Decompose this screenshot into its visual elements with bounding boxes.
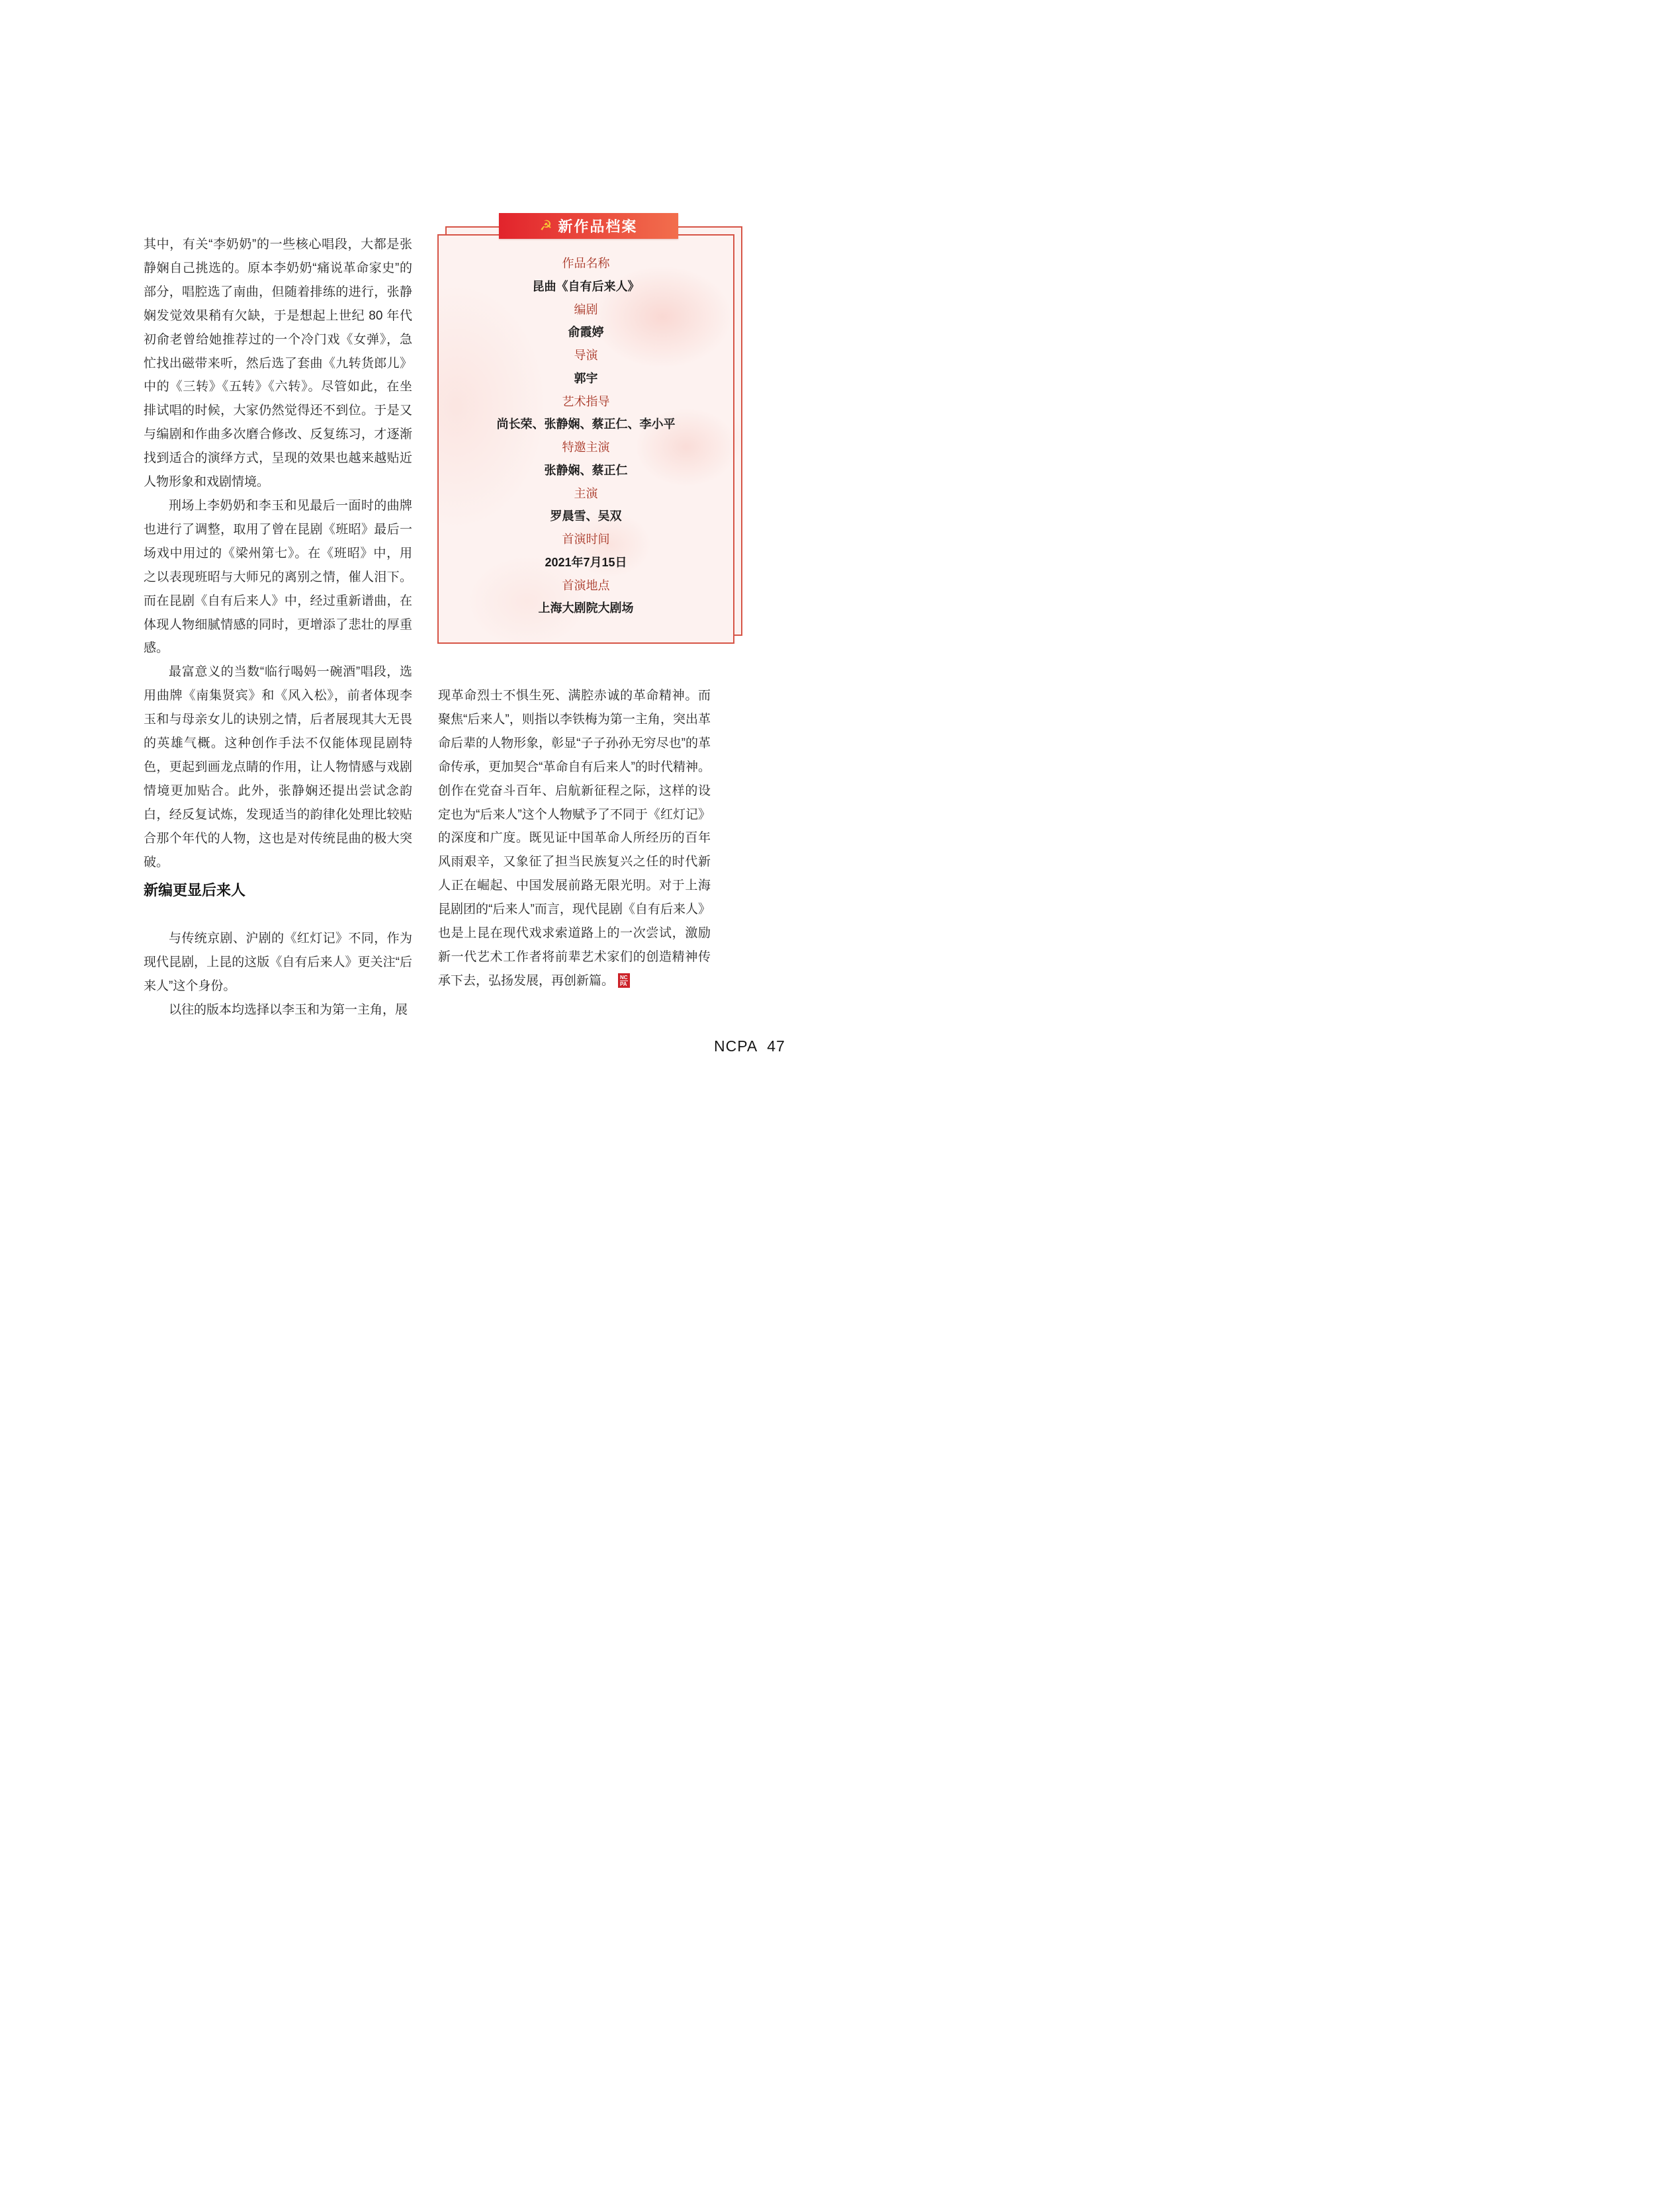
body-paragraph: 以往的版本均选择以李玉和为第一主角，展 — [169, 1003, 408, 1018]
archive-box-row: 主演 — [574, 486, 598, 500]
archive-box-row: 艺术指导 — [562, 394, 610, 408]
left-column — [144, 233, 412, 1022]
archive-box-row: 上海大剧院大剧场 — [538, 601, 634, 615]
body-paragraph — [438, 684, 711, 993]
archive-box-row: 俞霞婷 — [568, 326, 604, 339]
body-paragraph: 刑场上李奶奶和李玉和见最后一面时的曲牌也进行了调整，取用了曾在昆剧《班昭》最后一场戏中用过的《梁州第七》。在《班昭》中，用之以表现班昭与大师兄的离别之情，催人泪下。而在昆剧《自有后来人》中，经过重新谱曲，在体现人物细腻情感的同时，更增添了悲壮的厚重感。 — [144, 498, 412, 656]
archive-box-row: 特邀主演 — [562, 441, 610, 454]
right-column-text: 现革命烈士不惧生死、满腔赤诚的革命精神。而聚焦“后来人”，则指以李铁梅为第一主角，突出革命后辈的人物形象，彰显“子子孙孙无穷尽也”的革命传承，更加契合“革命自有后来人”的时代精神。创作在党奋斗百年、启航新征程之际，这样的设定也为“后来人”这个人物赋予了不同于《红灯记》的深度和广度。既见证中国革命人所经历的百年风雨艰辛，又象征了担当民族复兴之任的时代新人正在崛起、中国发展前路无限光明。对于上海昆剧团的“后来人”而言，现代昆剧《自有后来人》也是上昆在现代戏求索道路上的一次尝试，激励新一代艺术工作者将前辈艺术家们的创造精神传承下去，弘扬发展，再创新篇。 — [438, 689, 711, 988]
archive-box-row: 尚长荣、张静娴、蔡正仁、李小平 — [496, 417, 676, 431]
archive-box-row: 作品名称 — [562, 257, 610, 270]
archive-box-row: 首演地点 — [562, 578, 610, 592]
archive-box-row: 昆曲《自有后来人》 — [532, 279, 640, 293]
magazine-page — [0, 0, 840, 1094]
seal-line-2: PA — [620, 981, 627, 987]
body-paragraph: 与传统京剧、沪剧的《红灯记》不同，作为现代昆剧，上昆的这版《自有后来人》更关注“后来人”这个身份。 — [144, 932, 412, 994]
left-column-paragraphs — [144, 233, 412, 874]
right-column — [438, 684, 711, 993]
footer-brand: NCPA — [714, 1037, 758, 1055]
seal-line-1: NC — [620, 974, 628, 981]
left-column-paragraphs-after-heading — [144, 927, 412, 1022]
archive-box-title: 新作品档案 — [558, 218, 638, 235]
archive-box-banner — [499, 213, 678, 239]
archive-box-row: 2021年7月15日 — [545, 555, 627, 569]
page-footer — [714, 1037, 785, 1055]
archive-box — [437, 234, 734, 644]
party-emblem-icon: ☭ — [539, 218, 553, 234]
archive-box-rows — [439, 256, 733, 624]
archive-box-row: 编剧 — [574, 302, 598, 316]
ncpa-end-seal-icon — [618, 973, 630, 988]
archive-box-row: 郭宇 — [574, 371, 598, 385]
body-paragraph: 其中，有关“李奶奶”的一些核心唱段，大都是张静娴自己挑选的。原本李奶奶“痛说革命家史”的部分，唱腔选了南曲，但随着排练的进行，张静娴发觉效果稍有欠缺，于是想起上世纪 80 年代初俞老曾给她推荐过的一个冷门戏《女弹》，急忙找出磁带来听，然后选了套曲《九转货郎儿》中的《三转》《五转》《六转》。尽管如此，在坐排试唱的时候，大家仍然觉得还不到位。于是又与编剧和作曲多次磨合修改、反复练习，才逐渐找到适合的演绎方式，呈现的效果也越来越贴近人物形象和戏剧情境。 — [144, 238, 412, 490]
footer-page-number: 47 — [767, 1037, 785, 1055]
archive-box-row: 导演 — [574, 349, 598, 362]
body-paragraph: 最富意义的当数“临行喝妈一碗酒”唱段，选用曲牌《南集贤宾》和《风入松》，前者体现李玉和与母亲女儿的诀别之情，后者展现其大无畏的英雄气概。这种创作手法不仅能体现昆剧特色，更起到画龙点睛的作用，让人物情感与戏剧情境更加贴合。此外，张静娴还提出尝试念韵白，经反复试炼，发现适当的韵律化处理比较贴合那个年代的人物，这也是对传统昆曲的极大突破。 — [144, 665, 412, 869]
archive-box-row: 张静娴、蔡正仁 — [544, 463, 628, 477]
archive-box-row: 首演时间 — [562, 533, 610, 546]
section-heading: 新编更显后来人 — [144, 882, 246, 899]
archive-box-row: 罗晨雪、吴双 — [550, 509, 622, 523]
